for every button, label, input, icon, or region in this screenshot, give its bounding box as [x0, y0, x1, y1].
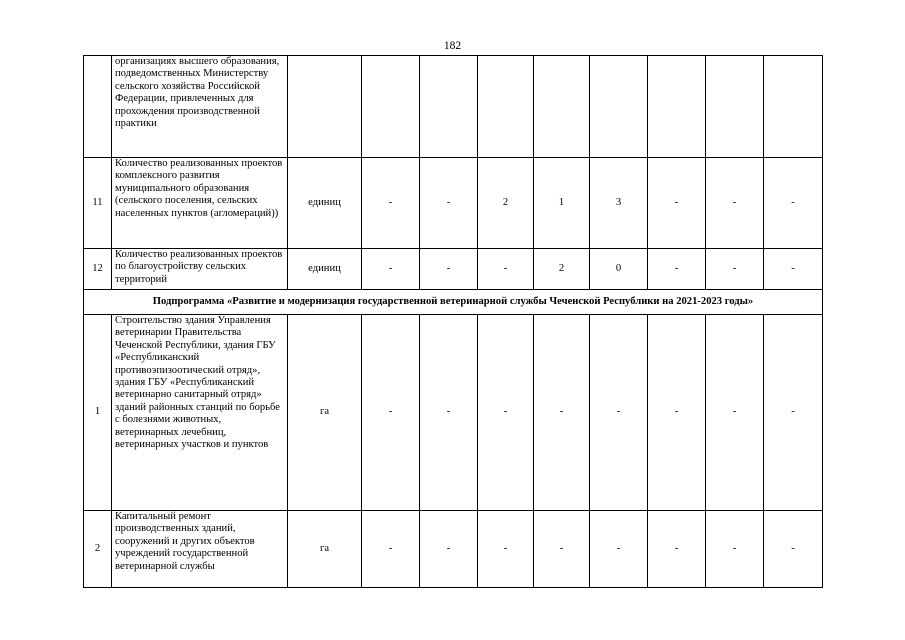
row-number: 1 — [84, 315, 112, 511]
value-cell: - — [648, 158, 706, 249]
value-cell: 0 — [590, 249, 648, 290]
value-cell — [590, 56, 648, 158]
value-cell — [706, 56, 764, 158]
value-cell: - — [764, 249, 823, 290]
value-cell: - — [648, 511, 706, 588]
value-cell: - — [478, 249, 534, 290]
value-cell: - — [706, 511, 764, 588]
section-title: Подпрограмма «Развитие и модернизация государственной ветеринарной службы Чеченской Республики на 2021-2023 годы» — [84, 290, 823, 315]
value-cell: - — [706, 158, 764, 249]
value-cell: - — [362, 249, 420, 290]
unit-cell: га — [288, 315, 362, 511]
value-cell: - — [362, 315, 420, 511]
value-cell — [764, 56, 823, 158]
value-cell: 2 — [534, 249, 590, 290]
page-number: 182 — [443, 40, 462, 52]
value-cell: 1 — [534, 158, 590, 249]
value-cell: - — [420, 249, 478, 290]
indicator-description: Количество реализованных проектов комплексного развития муниципального образования (сельского поселения, сельских населенных пунктов (агломераций)) — [112, 158, 288, 249]
value-cell: - — [362, 158, 420, 249]
value-cell: - — [590, 511, 648, 588]
unit-cell: га — [288, 511, 362, 588]
value-cell — [362, 56, 420, 158]
value-cell: 2 — [478, 158, 534, 249]
value-cell — [648, 56, 706, 158]
indicator-description: Строительство здания Управления ветеринарии Правительства Чеченской Республики, здания ГБУ «Республиканский противоэпизоотический отряд», здания ГБУ «Республиканский ветеринарно санитарный отряд» зданий районных станций по борьбе с болезнями животных, ветеринарных лечебниц, ветеринарных участков и пунктов — [112, 315, 288, 511]
value-cell: - — [648, 249, 706, 290]
indicator-description: Количество реализованных проектов по благоустройству сельских территорий — [112, 249, 288, 290]
table-row — [84, 249, 823, 290]
value-cell: - — [534, 315, 590, 511]
value-cell: - — [706, 315, 764, 511]
unit-cell: единиц — [288, 158, 362, 249]
indicator-description: Капитальный ремонт производственных зданий, сооружений и других объектов учреждений государственной ветеринарной службы — [112, 511, 288, 588]
value-cell — [478, 56, 534, 158]
table-row — [84, 315, 823, 511]
value-cell: - — [764, 315, 823, 511]
value-cell: 3 — [590, 158, 648, 249]
value-cell: - — [478, 511, 534, 588]
value-cell: - — [362, 511, 420, 588]
value-cell: - — [420, 315, 478, 511]
table-row — [84, 511, 823, 588]
table-body-bottom — [84, 315, 823, 588]
indicators-table — [83, 55, 823, 588]
indicator-description: организациях высшего образования, подведомственных Министерству сельского хозяйства Российской Федерации, привлеченных для прохождения производственной практики — [112, 56, 288, 158]
unit-cell: единиц — [288, 249, 362, 290]
unit-cell — [288, 56, 362, 158]
value-cell — [420, 56, 478, 158]
row-number — [84, 56, 112, 158]
value-cell: - — [420, 158, 478, 249]
table-row — [84, 56, 823, 158]
value-cell: - — [590, 315, 648, 511]
row-number: 2 — [84, 511, 112, 588]
value-cell: - — [420, 511, 478, 588]
value-cell: - — [706, 249, 764, 290]
value-cell: - — [764, 511, 823, 588]
value-cell: - — [534, 511, 590, 588]
table-body-top — [84, 56, 823, 290]
table-row — [84, 158, 823, 249]
section-body — [84, 290, 823, 315]
section-row — [84, 290, 823, 315]
row-number: 11 — [84, 158, 112, 249]
value-cell: - — [478, 315, 534, 511]
value-cell — [534, 56, 590, 158]
value-cell: - — [764, 158, 823, 249]
row-number: 12 — [84, 249, 112, 290]
value-cell: - — [648, 315, 706, 511]
